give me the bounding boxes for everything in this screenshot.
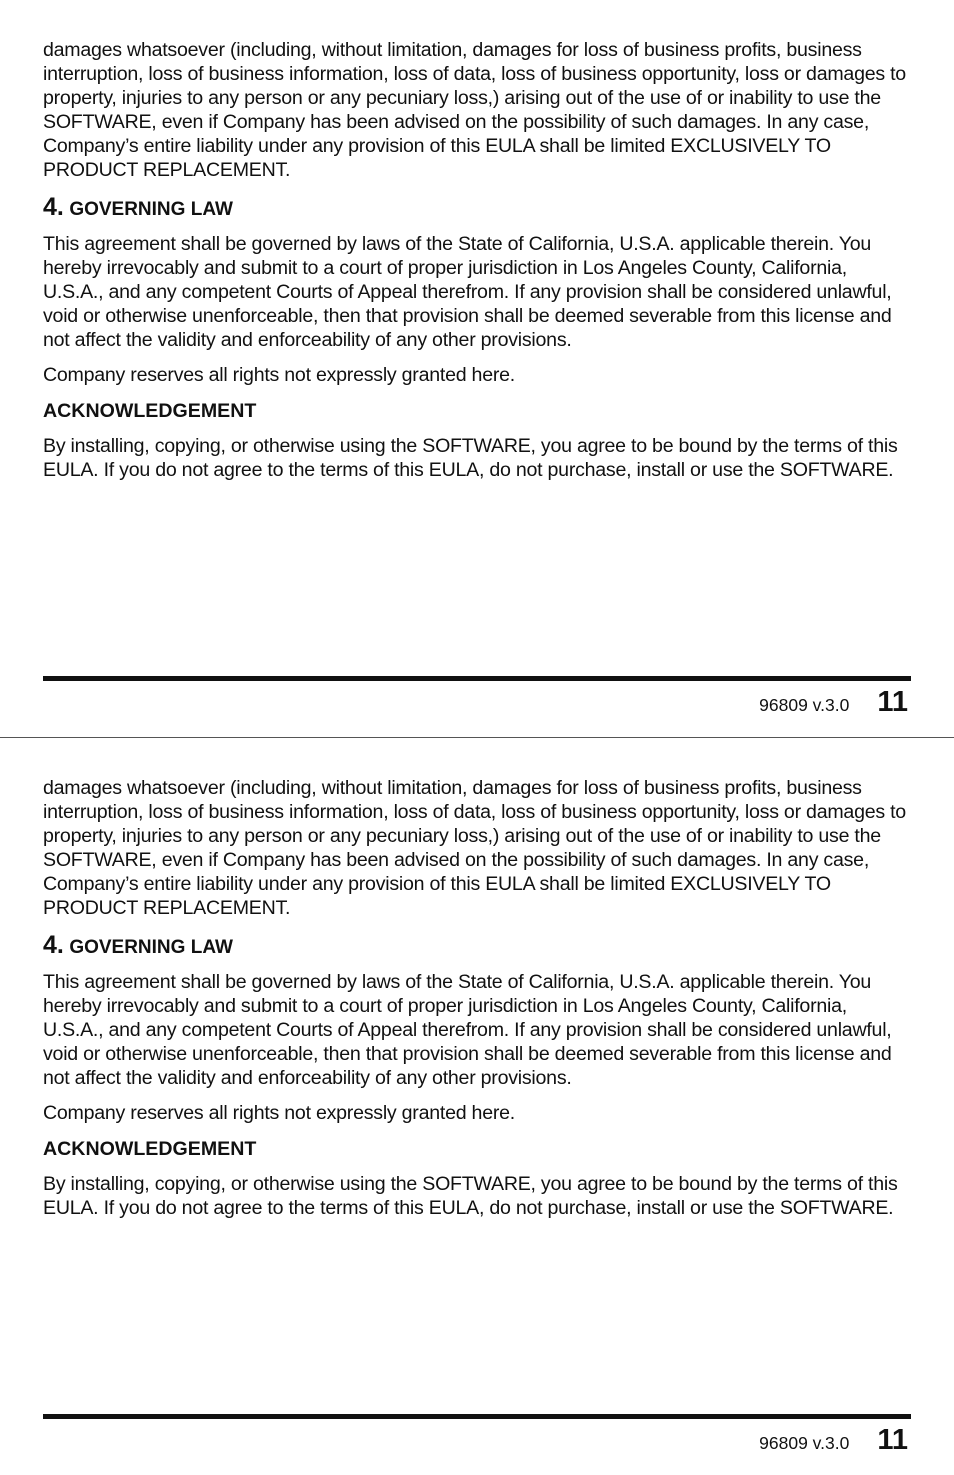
page-number: 11	[877, 686, 908, 718]
document-page-1	[0, 0, 954, 737]
page-content	[43, 38, 909, 493]
acknowledgement-paragraph: By installing, copying, or otherwise using the SOFTWARE, you agree to be bound by the terms of this EULA. If you do not agree to the terms of this EULA, do not purchase, install or use the SOFTWARE.	[43, 1173, 898, 1220]
page-number: 11	[877, 1424, 908, 1456]
acknowledgement-heading: ACKNOWLEDGEMENT	[43, 400, 257, 423]
section-number: 4.	[43, 192, 64, 221]
liability-paragraph: damages whatsoever (including, without limitation, damages for loss of business profits, business interruption, loss of business information, loss of data, loss of business opportunity, loss or damages to property, injuries to any person or any pecuniary loss,) arising out of the use of or inability to use the SOFTWARE, even if Company has been advised on the possibility of such damages. In any case, Company’s entire liability under any provision of this EULA shall be limited EXCLUSIVELY TO PRODUCT REPLACEMENT.	[43, 39, 906, 182]
section-heading	[43, 194, 909, 223]
section-title: GOVERNING LAW	[69, 198, 233, 220]
liability-paragraph: damages whatsoever (including, without limitation, damages for loss of business profits, business interruption, loss of business information, loss of data, loss of business opportunity, loss or damages to property, injuries to any person or any pecuniary loss,) arising out of the use of or inability to use the SOFTWARE, even if Company has been advised on the possibility of such damages. In any case, Company’s entire liability under any provision of this EULA shall be limited EXCLUSIVELY TO PRODUCT REPLACEMENT.	[43, 777, 906, 920]
acknowledgement-paragraph: By installing, copying, or otherwise using the SOFTWARE, you agree to be bound by the terms of this EULA. If you do not agree to the terms of this EULA, do not purchase, install or use the SOFTWARE.	[43, 435, 898, 482]
rights-reserved-paragraph: Company reserves all rights not expressly granted here.	[43, 364, 515, 387]
page-footer	[759, 1424, 908, 1460]
footer-rule	[43, 1414, 911, 1419]
section-heading	[43, 932, 909, 961]
page-footer	[759, 686, 908, 722]
page-content	[43, 776, 909, 1231]
document-code: 96809 v.3.0	[759, 695, 850, 715]
section-number: 4.	[43, 930, 64, 959]
acknowledgement-heading: ACKNOWLEDGEMENT	[43, 1138, 257, 1161]
governing-law-paragraph: This agreement shall be governed by laws of the State of California, U.S.A. applicable therein. You hereby irrevocably and submit to a court of proper jurisdiction in Los Angeles County, California, U.S.A., and any competent Courts of Appeal therefrom. If any provision shall be considered unlawful, void or otherwise unenforceable, then that provision shall be deemed severable from this license and not affect the validity and enforceability of any other provisions.	[43, 232, 892, 351]
section-title: GOVERNING LAW	[69, 936, 233, 958]
rights-reserved-paragraph: Company reserves all rights not expressly granted here.	[43, 1102, 515, 1125]
document-code: 96809 v.3.0	[759, 1433, 850, 1453]
document-page-2	[0, 738, 954, 1475]
governing-law-paragraph: This agreement shall be governed by laws of the State of California, U.S.A. applicable therein. You hereby irrevocably and submit to a court of proper jurisdiction in Los Angeles County, California, U.S.A., and any competent Courts of Appeal therefrom. If any provision shall be considered unlawful, void or otherwise unenforceable, then that provision shall be deemed severable from this license and not affect the validity and enforceability of any other provisions.	[43, 970, 892, 1089]
footer-rule	[43, 676, 911, 681]
